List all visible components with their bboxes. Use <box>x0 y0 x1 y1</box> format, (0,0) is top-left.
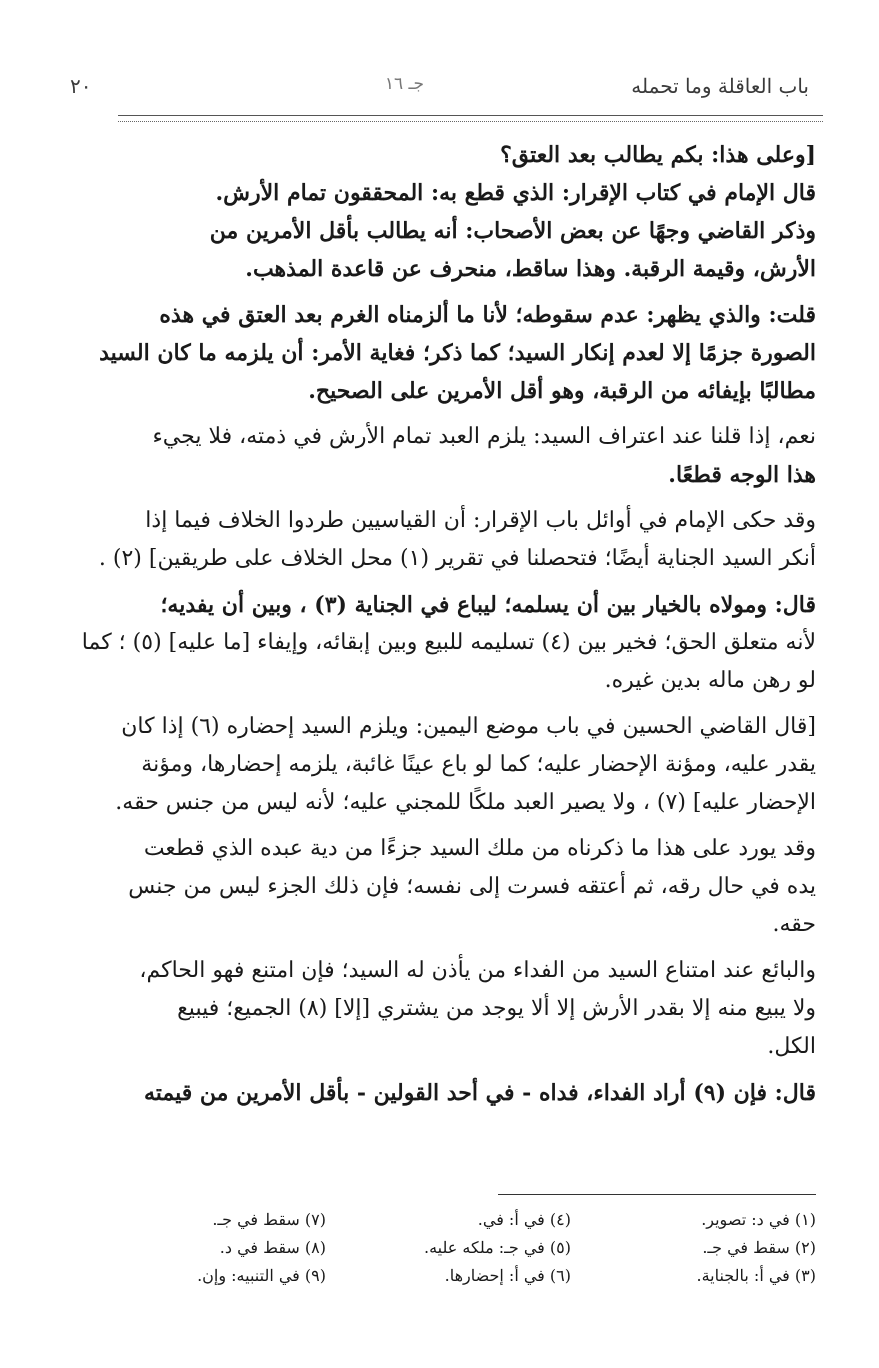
paragraph-gap <box>74 410 816 418</box>
footnote: (٤) في أ: في. <box>477 1210 571 1229</box>
header-title: باب العاقلة وما تحمله <box>631 74 809 98</box>
paragraph-gap <box>74 288 816 296</box>
text-line: الأرش، وقيمة الرقبة. وهذا ساقط، منحرف عن قاعدة المذهب. <box>245 256 816 282</box>
footnote: (٣) في أ: بالجناية. <box>696 1266 816 1285</box>
footnote-separator <box>498 1194 816 1195</box>
text-line: الصورة جزمًا إلا لعدم إنكار السيد؛ كما ذكر؛ فغاية الأمر: أن يلزمه ما كان السيد <box>99 340 816 366</box>
footnote: (٥) في جـ: ملكه عليه. <box>424 1238 571 1257</box>
text-line: وقد حكى الإمام في أوائل باب الإقرار: أن القياسيين طردوا الخلاف فيما إذا <box>145 508 816 533</box>
paragraph-gap <box>74 578 816 586</box>
footnote: (٦) في أ: إحضارها. <box>444 1266 571 1285</box>
header-rule-dotted <box>118 121 823 122</box>
paragraph-gap <box>74 822 816 830</box>
text-line: والبائع عند امتناع السيد من الفداء من يأذن له السيد؛ فإن امتنع فهو الحاكم، <box>139 958 816 983</box>
text-line: حقه. <box>772 912 816 937</box>
text-line: مطالبًا بإيفائه من الرقبة، وهو أقل الأمرين على الصحيح. <box>308 378 816 404</box>
main-text <box>74 136 816 1112</box>
text-line: ولا يبيع منه إلا بقدر الأرش إلا ألا يوجد من يشتري [إلا] (٨) الجميع؛ فيبيع <box>177 996 816 1021</box>
text-line: نعم، إذا قلنا عند اعتراف السيد: يلزم العبد تمام الأرش في ذمته، فلا يجيء <box>152 424 816 449</box>
footnote: (١) في د: تصوير. <box>701 1210 816 1229</box>
text-line: يقدر عليه، ومؤنة الإحضار عليه؛ كما لو باع عينًا غائبة، يلزمه إحضارها، ومؤنة <box>141 752 816 777</box>
text-line: لو رهن ماله بدين غيره. <box>604 668 816 693</box>
header-volume: جـ ١٦ <box>384 74 424 94</box>
footnote: (٨) سقط في د. <box>219 1238 326 1257</box>
text-line: قال الإمام في كتاب الإقرار: الذي قطع به: المحققون تمام الأرش. <box>215 180 816 206</box>
footnote: (٢) سقط في جـ. <box>702 1238 816 1257</box>
text-line: الإحضار عليه] (٧) ، ولا يصير العبد ملكًا للمجني عليه؛ لأنه ليس من جنس حقه. <box>115 790 816 815</box>
text-line: وذكر القاضي وجهًا عن بعض الأصحاب: أنه يطالب بأقل الأمرين من <box>209 218 816 244</box>
footnote-row <box>80 1206 816 1234</box>
text-line: هذا الوجه قطعًا. <box>668 462 816 488</box>
text-line: [قال القاضي الحسين في باب موضع اليمين: ويلزم السيد إحضاره (٦) إذا كان <box>121 714 816 739</box>
footnote-row <box>80 1234 816 1262</box>
text-line: [وعلى هذا: بكم يطالب بعد العتق؟ <box>500 142 816 168</box>
footnote: (٩) في التنبيه: وإن. <box>197 1266 326 1285</box>
text-line: وقد يورد على هذا ما ذكرناه من ملك السيد جزءًا من دية عبده الذي قطعت <box>143 836 816 861</box>
paragraph-gap <box>74 1066 816 1074</box>
running-header <box>70 74 809 104</box>
paragraph-gap <box>74 944 816 952</box>
text-line: قال: فإن (٩) أراد الفداء، فداه - في أحد القولين - بأقل الأمرين من قيمته <box>143 1080 816 1106</box>
text-line: قال: ومولاه بالخيار بين أن يسلمه؛ ليباع في الجناية (٣) ، وبين أن يفديه؛ <box>160 592 816 618</box>
footnote-row <box>80 1262 816 1290</box>
page-number: ٢٠ <box>70 74 92 98</box>
paragraph-gap <box>74 700 816 708</box>
paragraph-gap <box>74 494 816 502</box>
footnote: (٧) سقط في جـ. <box>212 1210 326 1229</box>
text-line: أنكر السيد الجناية أيضًا؛ فتحصلنا في تقرير (١) محل الخلاف على طريقين] (٢) . <box>98 546 816 571</box>
text-line: يده في حال رقه، ثم أعتقه فسرت إلى نفسه؛ فإن ذلك الجزء ليس من جنس <box>128 874 816 899</box>
footnotes <box>80 1206 816 1290</box>
text-line: قلت: والذي يظهر: عدم سقوطه؛ لأنا ما ألزمناه الغرم بعد العتق في هذه <box>159 302 816 328</box>
text-line: الكل. <box>767 1034 816 1059</box>
header-rule <box>118 115 823 116</box>
text-line: لأنه متعلق الحق؛ فخير بين (٤) تسليمه للبيع وبين إبقائه، وإيفاء [ما عليه] (٥) ؛ كما <box>81 630 816 655</box>
